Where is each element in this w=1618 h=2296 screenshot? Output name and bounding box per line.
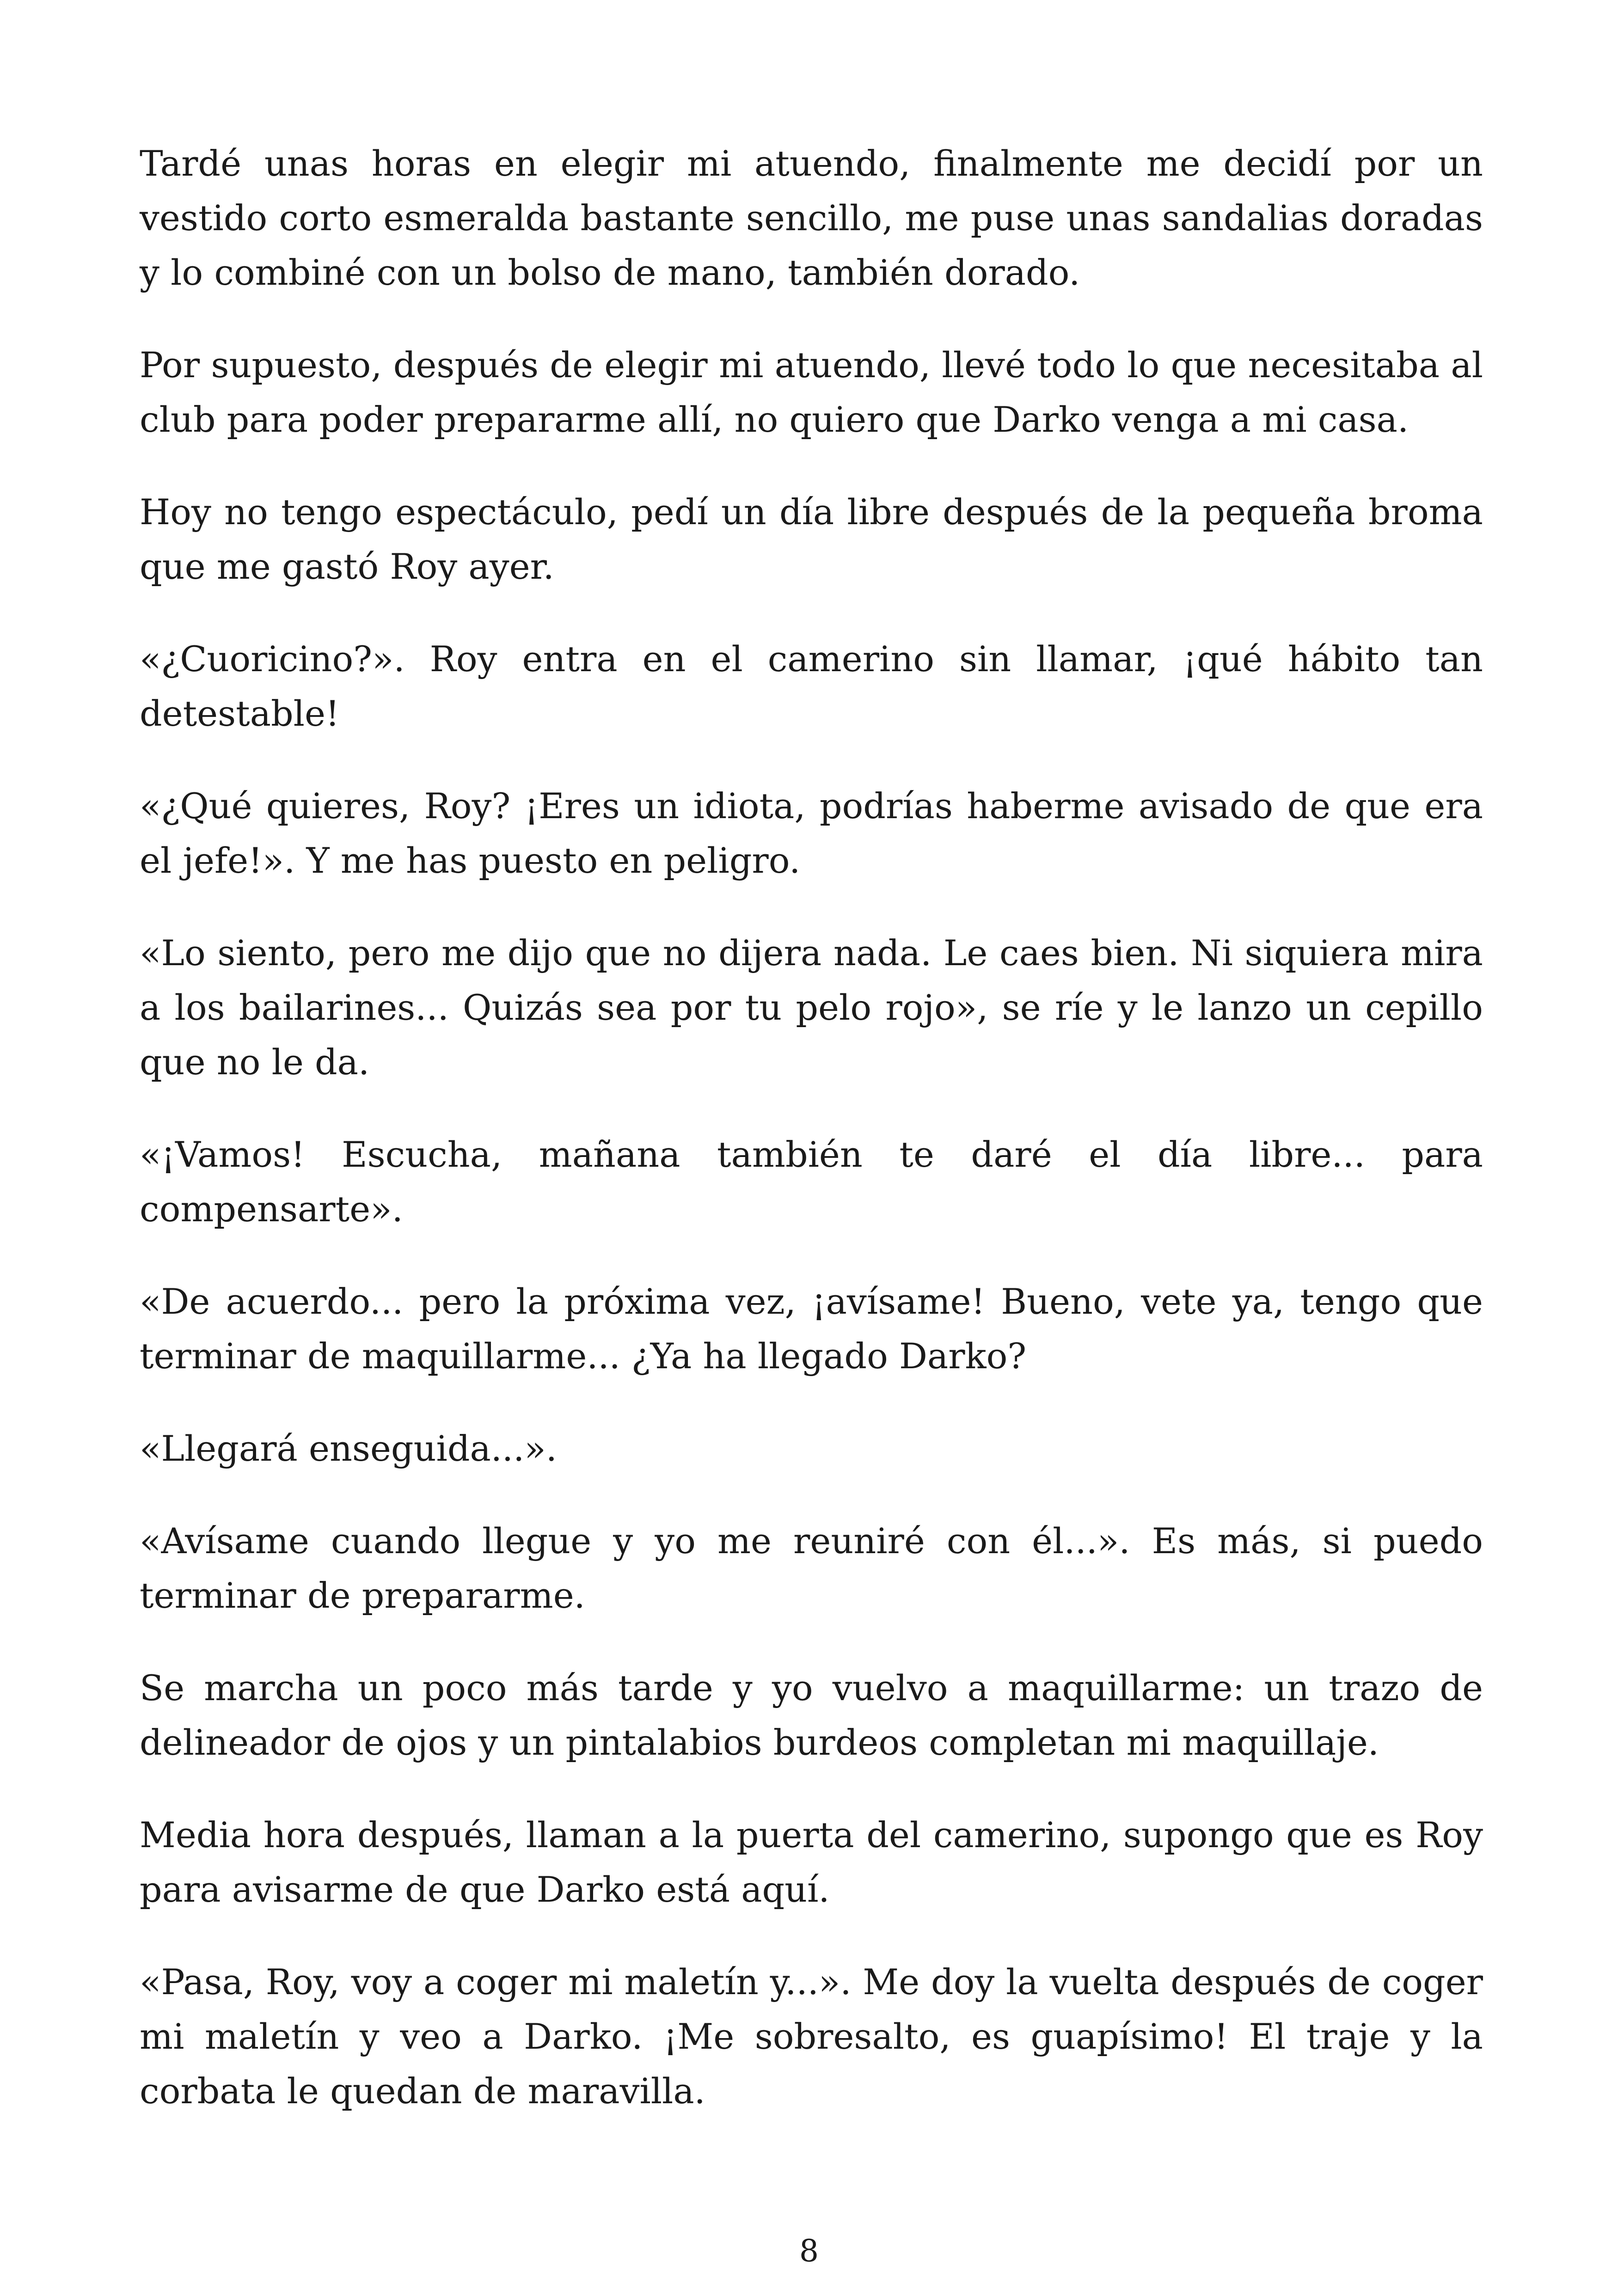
- paragraph-13: «Pasa, Roy, voy a coger mi maletín y...». Me doy la vuelta después de coger mi maletín y veo a Darko. ¡Me sobresalto, es guapísimo! El traje y la corbata le quedan de maravilla.: [140, 1961, 1483, 2112]
- paragraph-8: «De acuerdo... pero la próxima vez, ¡avísame! Bueno, vete ya, tengo que terminar de maquillarme... ¿Ya ha llegado Darko?: [140, 1281, 1483, 1377]
- paragraph-2: Por supuesto, después de elegir mi atuendo, llevé todo lo que necesitaba al club para poder prepararme allí, no quiero que Darko venga a mi casa.: [140, 344, 1483, 440]
- paragraph-3: Hoy no tengo espectáculo, pedí un día libre después de la pequeña broma que me gastó Roy ayer.: [140, 491, 1483, 587]
- paragraph-9: «Llegará enseguida...».: [140, 1428, 557, 1469]
- paragraph-10: «Avísame cuando llegue y yo me reuniré con él...». Es más, si puedo terminar de prepararme.: [140, 1520, 1483, 1616]
- body-text: [140, 136, 1483, 2156]
- page-number: 8: [799, 2233, 819, 2269]
- paragraph-7: «¡Vamos! Escucha, mañana también te daré el día libre... para compensarte».: [140, 1134, 1483, 1230]
- paragraph-4: «¿Cuoricino?». Roy entra en el camerino sin llamar, ¡qué hábito tan detestable!: [140, 638, 1483, 734]
- paragraph-1: Tardé unas horas en elegir mi atuendo, finalmente me decidí por un vestido corto esmeralda bastante sencillo, me puse unas sandalias doradas y lo combiné con un bolso de mano, también dorado.: [140, 143, 1483, 293]
- paragraph-5: «¿Qué quieres, Roy? ¡Eres un idiota, podrías haberme avisado de que era el jefe!». Y me has puesto en peligro.: [140, 785, 1483, 881]
- paragraph-12: Media hora después, llaman a la puerta del camerino, supongo que es Roy para avisarme de que Darko está aquí.: [140, 1814, 1483, 1910]
- paragraph-11: Se marcha un poco más tarde y yo vuelvo a maquillarme: un trazo de delineador de ojos y un pintalabios burdeos completan mi maquillaje.: [140, 1667, 1483, 1763]
- paragraph-6: «Lo siento, pero me dijo que no dijera nada. Le caes bien. Ni siquiera mira a los bailarines... Quizás sea por tu pelo rojo», se ríe y le lanzo un cepillo que no le da.: [140, 932, 1483, 1083]
